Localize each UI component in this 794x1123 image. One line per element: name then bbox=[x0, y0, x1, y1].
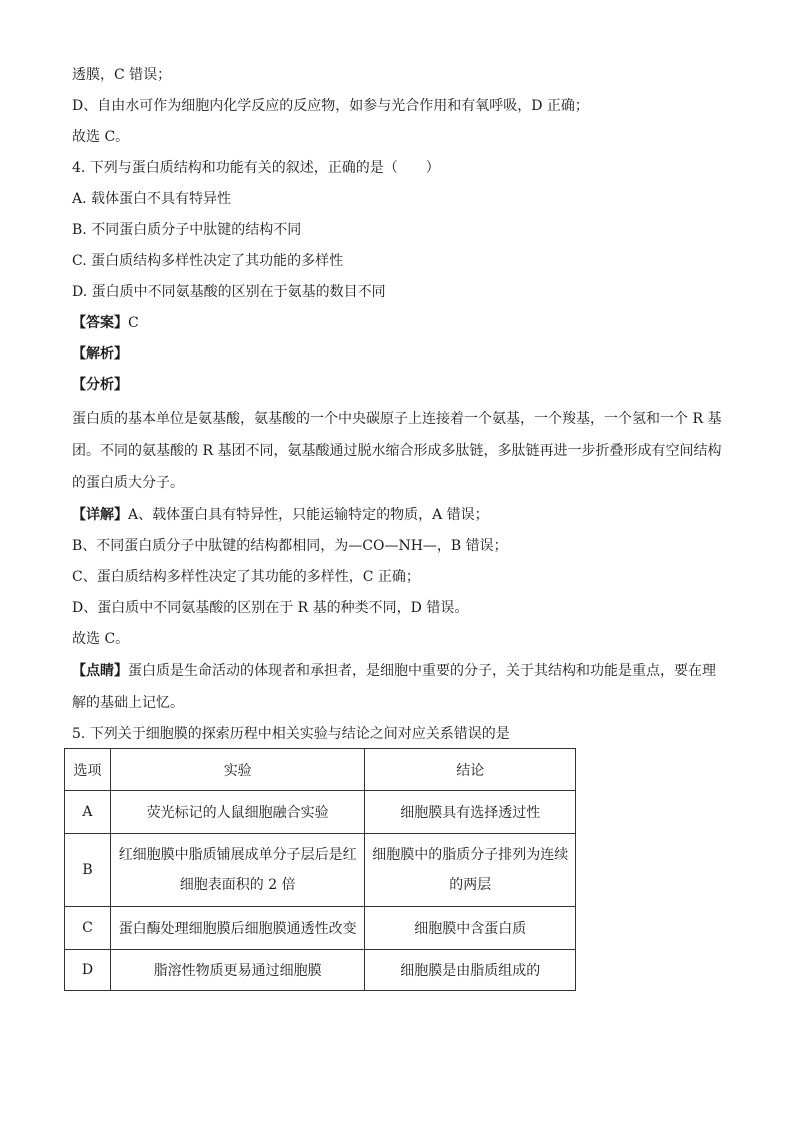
answer-line bbox=[72, 308, 728, 339]
table-cell: 红细胞膜中脂质铺展成单分子层后是红细胞表面积的 2 倍 bbox=[110, 834, 364, 907]
detail-line bbox=[72, 500, 728, 531]
table-cell: B bbox=[65, 834, 111, 907]
detail-line: C、蛋白质结构多样性决定了其功能的多样性，C 正确； bbox=[72, 569, 420, 585]
table-cell: 细胞膜是由脂质组成的 bbox=[365, 950, 576, 991]
table-cell: 脂溶性物质更易通过细胞膜 bbox=[110, 950, 364, 991]
experiment-table bbox=[64, 748, 576, 991]
table-cell: C bbox=[65, 907, 111, 950]
question-5: 5. 下列关于细胞膜的探索历程中相关实验与结论之间对应关系错误的是 bbox=[72, 726, 510, 742]
option-b: B. 不同蛋白质分子中肽键的结构不同 bbox=[72, 222, 302, 238]
answer-tag: 【答案】 bbox=[72, 315, 128, 331]
table-header-cell: 选项 bbox=[65, 749, 111, 791]
question-4: 4. 下列与蛋白质结构和功能有关的叙述，正确的是（ ） bbox=[72, 160, 440, 176]
detail-line: B、不同蛋白质分子中肽键的结构都相同，为—CO—NH—，B 错误； bbox=[72, 538, 508, 554]
text-line: 透膜，C 错误； bbox=[72, 67, 172, 83]
detail-tag: 【详解】 bbox=[72, 507, 128, 523]
remark-tag: 【点睛】 bbox=[72, 663, 128, 679]
table-header-row bbox=[65, 749, 576, 791]
table-cell: 蛋白酶处理细胞膜后细胞膜通透性改变 bbox=[110, 907, 364, 950]
breakdown-heading: 【分析】 bbox=[72, 377, 128, 393]
table-cell: A bbox=[65, 791, 111, 834]
table-row bbox=[65, 834, 576, 907]
table-cell: 荧光标记的人鼠细胞融合实验 bbox=[110, 791, 364, 834]
table-header-cell: 实验 bbox=[110, 749, 364, 791]
detail-text: A、载体蛋白具有特异性，只能运输特定的物质，A 错误； bbox=[128, 507, 489, 523]
table-cell: 细胞膜中的脂质分子排列为连续的两层 bbox=[365, 834, 576, 907]
analysis-heading: 【解析】 bbox=[72, 346, 128, 362]
text-line: D、自由水可作为细胞内化学反应的反应物，如参与光合作用和有氧呼吸，D 正确； bbox=[72, 98, 589, 114]
table-row bbox=[65, 907, 576, 950]
option-d: D. 蛋白质中不同氨基酸的区别在于氨基的数目不同 bbox=[72, 284, 386, 300]
option-c: C. 蛋白质结构多样性决定了其功能的多样性 bbox=[72, 253, 344, 269]
table-cell: 细胞膜中含蛋白质 bbox=[365, 907, 576, 950]
detail-line: D、蛋白质中不同氨基酸的区别在于 R 基的种类不同，D 错误。 bbox=[72, 600, 469, 616]
document-page bbox=[72, 60, 728, 750]
analysis-paragraph: 蛋白质的基本单位是氨基酸，氨基酸的一个中央碳原子上连接着一个氨基，一个羧基，一个氢和一个 R 基团。不同的氨基酸的 R 基团不同，氨基酸通过脱水缩合形成多肽链，多肽链再进一步折叠形成有空间结构的蛋白质大分子。 bbox=[72, 411, 722, 491]
table-row bbox=[65, 950, 576, 991]
remark-text: 蛋白质是生命活动的体现者和承担者，是细胞中重要的分子，关于其结构和功能是重点，要在理解的基础上记忆。 bbox=[72, 663, 716, 711]
option-a: A. 载体蛋白不具有特异性 bbox=[72, 191, 232, 207]
text-line: 故选 C。 bbox=[72, 129, 130, 145]
remark-paragraph bbox=[72, 655, 728, 719]
table-header-cell: 结论 bbox=[365, 749, 576, 791]
table-row bbox=[65, 791, 576, 834]
table-cell: D bbox=[65, 950, 111, 991]
table-cell: 细胞膜具有选择透过性 bbox=[365, 791, 576, 834]
answer-value: C bbox=[128, 315, 139, 331]
detail-line: 故选 C。 bbox=[72, 631, 130, 647]
